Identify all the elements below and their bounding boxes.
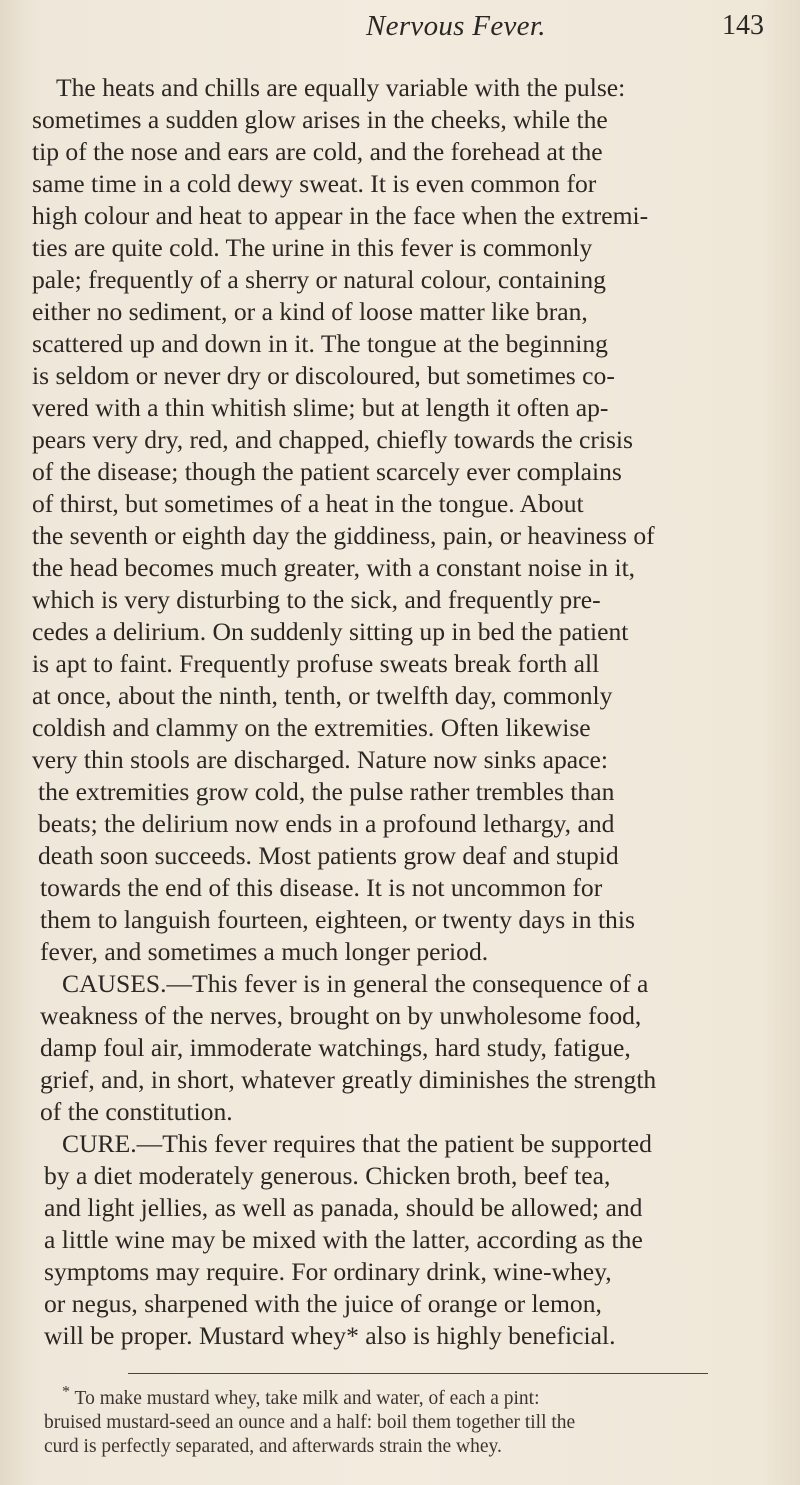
text-line: of thirst, but sometimes of a heat in the tongue. About bbox=[32, 489, 584, 518]
text-line: pears very dry, red, and chapped, chiefly towards the crisis bbox=[32, 425, 633, 454]
text-line: towards the end of this disease. It is not uncommon for bbox=[40, 873, 603, 902]
text-line: is apt to faint. Frequently profuse sweats break forth all bbox=[32, 649, 600, 678]
text-line: very thin stools are discharged. Nature now sinks apace: bbox=[32, 745, 608, 774]
text-line: damp foul air, immoderate watchings, hard study, fatigue, bbox=[40, 1033, 631, 1062]
running-title: Nervous Fever. bbox=[366, 10, 546, 42]
text-line: death soon succeeds. Most patients grow deaf and stupid bbox=[38, 841, 619, 870]
text-line: will be proper. Mustard whey* also is highly beneficial. bbox=[44, 1321, 616, 1350]
text-line: the head becomes much greater, with a constant noise in it, bbox=[32, 553, 636, 582]
text-line: high colour and heat to appear in the face when the extremi- bbox=[32, 201, 649, 230]
text-line: and light jellies, as well as panada, should be allowed; and bbox=[44, 1193, 643, 1222]
text-line: by a diet moderately generous. Chicken broth, beef tea, bbox=[44, 1161, 611, 1190]
text-line: at once, about the ninth, tenth, or twelfth day, commonly bbox=[32, 681, 613, 710]
text-line: grief, and, in short, whatever greatly diminishes the strength bbox=[40, 1065, 657, 1094]
footnote-text: To make mustard whey, take milk and water, of each a pint: bbox=[74, 1388, 540, 1409]
text-line: of the constitution. bbox=[40, 1097, 233, 1126]
footnote-line bbox=[62, 1383, 540, 1411]
text-line: tip of the nose and ears are cold, and the forehead at the bbox=[32, 137, 603, 166]
text-line: is seldom or never dry or discoloured, but sometimes co- bbox=[32, 361, 615, 390]
running-head bbox=[0, 6, 800, 46]
text-line: same time in a cold dewy sweat. It is even common for bbox=[32, 169, 597, 198]
text-line: scattered up and down in it. The tongue at the beginning bbox=[32, 329, 608, 358]
text-line: The heats and chills are equally variable with the pulse: bbox=[56, 73, 626, 102]
text-line: or negus, sharpened with the juice of orange or lemon, bbox=[44, 1289, 602, 1318]
text-line: pale; frequently of a sherry or natural colour, containing bbox=[32, 265, 606, 294]
section-heading-cure: CURE.—This fever requires that the patient be supported bbox=[62, 1129, 652, 1158]
text-line: either no sediment, or a kind of loose matter like bran, bbox=[32, 297, 588, 326]
section-heading-causes: CAUSES.—This fever is in general the consequence of a bbox=[62, 969, 649, 998]
text-line: symptoms may require. For ordinary drink, wine-whey, bbox=[44, 1257, 612, 1286]
text-line: the seventh or eighth day the giddiness, pain, or heaviness of bbox=[32, 521, 655, 550]
text-line: vered with a thin whitish slime; but at length it often ap- bbox=[32, 393, 609, 422]
text-line: cedes a delirium. On suddenly sitting up in bed the patient bbox=[32, 617, 629, 646]
footnote-rule bbox=[128, 1373, 708, 1374]
text-line: coldish and clammy on the extremities. Often likewise bbox=[32, 713, 591, 742]
footnote-marker: * bbox=[62, 1383, 70, 1401]
footnote-line: curd is perfectly separated, and afterwards strain the whey. bbox=[44, 1436, 502, 1457]
text-line: beats; the delirium now ends in a profound lethargy, and bbox=[38, 809, 615, 838]
text-line: fever, and sometimes a much longer period. bbox=[40, 937, 489, 966]
text-line: sometimes a sudden glow arises in the cheeks, while the bbox=[32, 105, 608, 134]
text-line: a little wine may be mixed with the latter, according as the bbox=[44, 1225, 643, 1254]
page-number: 143 bbox=[722, 10, 764, 41]
footnote-line: bruised mustard-seed an ounce and a half: boil them together till the bbox=[44, 1412, 576, 1433]
text-line: which is very disturbing to the sick, and frequently pre- bbox=[32, 585, 601, 614]
text-line: them to languish fourteen, eighteen, or twenty days in this bbox=[40, 905, 635, 934]
text-line: weakness of the nerves, brought on by unwholesome food, bbox=[40, 1001, 642, 1030]
text-line: ties are quite cold. The urine in this fever is commonly bbox=[32, 233, 593, 262]
text-line: the extremities grow cold, the pulse rather trembles than bbox=[38, 777, 615, 806]
text-line: of the disease; though the patient scarcely ever complains bbox=[32, 457, 622, 486]
